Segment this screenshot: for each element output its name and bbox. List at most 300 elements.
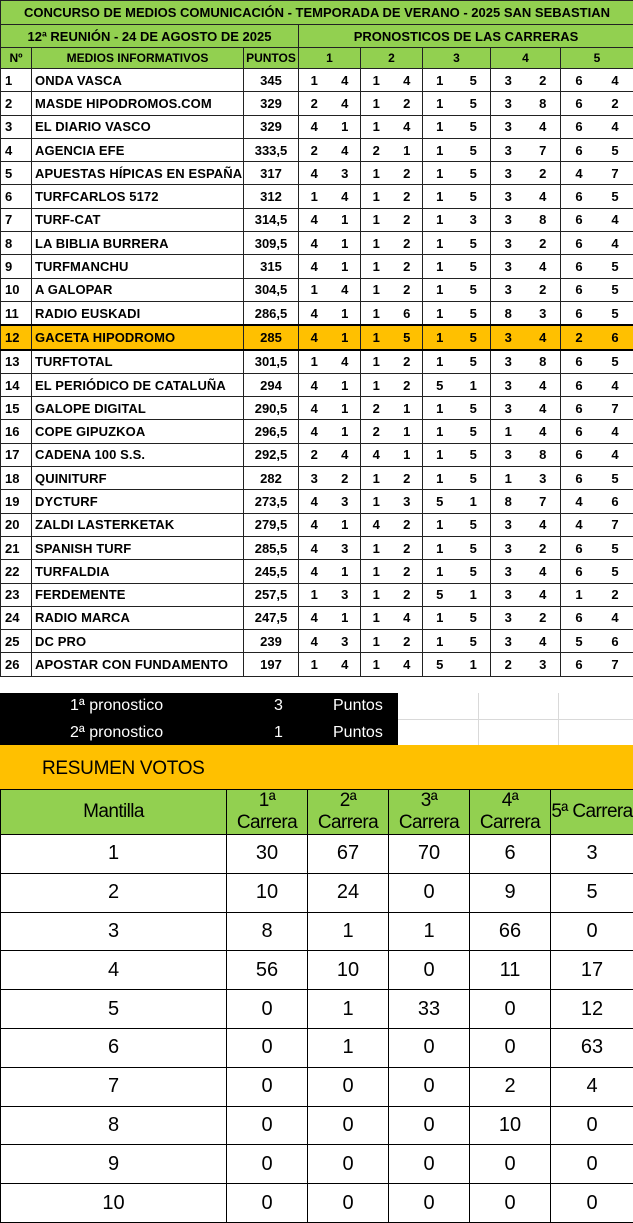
race-2-forecast: [361, 443, 423, 466]
second-pick: 6: [611, 633, 619, 649]
second-pick: 2: [539, 165, 547, 181]
race-4-votes: 10: [470, 1106, 551, 1145]
second-pick: 2: [403, 95, 411, 111]
first-pick: 3: [504, 72, 512, 88]
second-pick: 1: [341, 563, 349, 579]
second-pick: 2: [403, 212, 411, 228]
first-pick: 1: [310, 189, 318, 205]
race-5-votes: 0: [551, 1184, 633, 1223]
race-2-votes: 0: [308, 1067, 389, 1106]
summary-row: [1, 1106, 633, 1145]
second-pick: 3: [539, 657, 547, 673]
race-5-votes: 12: [551, 990, 633, 1029]
second-pick: 5: [469, 563, 477, 579]
summary-header-race-1: 1ª Carrera: [227, 790, 308, 835]
race-3-votes: 0: [389, 873, 470, 912]
mantilla-number: 9: [1, 1145, 227, 1184]
race-1-forecast: [299, 69, 361, 92]
race-3-forecast: [423, 513, 491, 536]
row-number: 14: [1, 373, 32, 396]
second-pick: 5: [469, 329, 477, 345]
media-name: TURF-CAT: [32, 208, 244, 231]
race-1-forecast: [299, 536, 361, 559]
race-1-forecast: [299, 92, 361, 115]
first-pick: 1: [436, 354, 444, 370]
first-pick: 3: [310, 470, 318, 486]
race-3-forecast: [423, 278, 491, 301]
race-3-votes: 0: [389, 951, 470, 990]
first-pick: 3: [504, 610, 512, 626]
second-pick: 2: [539, 540, 547, 556]
race-2-forecast: [361, 606, 423, 629]
media-points: 301,5: [244, 350, 299, 374]
first-pick: 4: [310, 610, 318, 626]
media-points: 329: [244, 92, 299, 115]
race-5-forecast: [561, 560, 633, 583]
second-pick: 4: [539, 119, 547, 135]
media-points: 312: [244, 185, 299, 208]
second-pick: 1: [403, 447, 411, 463]
race-5-votes: 3: [551, 835, 633, 874]
race-5-forecast: [561, 350, 633, 374]
second-pick: 3: [469, 212, 477, 228]
first-pick: 1: [372, 329, 380, 345]
media-row: [1, 185, 633, 208]
first-pick: 6: [575, 424, 583, 440]
first-pick: 1: [436, 72, 444, 88]
race-2-forecast: [361, 301, 423, 325]
race-4-votes: 0: [470, 1145, 551, 1184]
first-pick: 5: [436, 587, 444, 603]
summary-header-mantilla: Mantilla: [1, 790, 227, 835]
first-pick: 2: [372, 142, 380, 158]
first-pick: 4: [310, 212, 318, 228]
summary-table: [0, 789, 633, 1223]
race-3-forecast: [423, 185, 491, 208]
race-4-forecast: [491, 69, 561, 92]
media-row: [1, 208, 633, 231]
race-4-votes: 0: [470, 990, 551, 1029]
second-pick: 2: [403, 259, 411, 275]
row-number: 16: [1, 420, 32, 443]
second-pick: 2: [403, 165, 411, 181]
race-5-forecast: [561, 653, 633, 676]
first-pick: 1: [372, 657, 380, 673]
second-pick: 4: [539, 633, 547, 649]
race-2-votes: 24: [308, 873, 389, 912]
race-5-forecast: [561, 397, 633, 420]
race-3-forecast: [423, 325, 491, 349]
media-points: 285: [244, 325, 299, 349]
race-4-forecast: [491, 490, 561, 513]
first-pick: 3: [504, 354, 512, 370]
media-points: 286,5: [244, 301, 299, 325]
second-pick: 2: [403, 189, 411, 205]
first-pick: 1: [436, 400, 444, 416]
race-4-forecast: [491, 92, 561, 115]
first-pick: 1: [372, 189, 380, 205]
race-3-forecast: [423, 443, 491, 466]
race-5-votes: 63: [551, 1028, 633, 1067]
first-pick: 6: [575, 657, 583, 673]
race-2-forecast: [361, 278, 423, 301]
legend-first-label: 1ª pronostico: [70, 697, 164, 714]
race-3-votes: 33: [389, 990, 470, 1029]
race-2-forecast: [361, 115, 423, 138]
race-2-forecast: [361, 490, 423, 513]
second-pick: 4: [403, 119, 411, 135]
race-2-forecast: [361, 373, 423, 396]
race-2-forecast: [361, 583, 423, 606]
race-4-votes: 9: [470, 873, 551, 912]
race-3-forecast: [423, 138, 491, 161]
first-pick: 2: [575, 329, 583, 345]
race-2-forecast: [361, 325, 423, 349]
first-pick: 4: [310, 119, 318, 135]
media-row: [1, 115, 633, 138]
summary-header-race-2: 2ª Carrera: [308, 790, 389, 835]
second-pick: 5: [469, 470, 477, 486]
media-name: LA BIBLIA BURRERA: [32, 232, 244, 255]
row-number: 20: [1, 513, 32, 536]
second-pick: 4: [539, 563, 547, 579]
media-name: ZALDI LASTERKETAK: [32, 513, 244, 536]
first-pick: 4: [310, 235, 318, 251]
second-pick: 4: [539, 377, 547, 393]
row-number: 11: [1, 301, 32, 325]
second-pick: 5: [611, 563, 619, 579]
media-points: 285,5: [244, 536, 299, 559]
second-pick: 2: [539, 235, 547, 251]
mantilla-number: 5: [1, 990, 227, 1029]
row-number: 3: [1, 115, 32, 138]
race-5-forecast: [561, 606, 633, 629]
second-pick: 6: [403, 305, 411, 321]
race-4-forecast: [491, 513, 561, 536]
second-pick: 2: [611, 587, 619, 603]
race-1-votes: 8: [227, 912, 308, 951]
race-1-votes: 10: [227, 873, 308, 912]
second-pick: 4: [539, 587, 547, 603]
second-pick: 4: [403, 657, 411, 673]
second-pick: 2: [403, 540, 411, 556]
second-pick: 1: [469, 377, 477, 393]
media-name: TURFALDIA: [32, 560, 244, 583]
first-pick: 1: [372, 377, 380, 393]
second-pick: 5: [611, 470, 619, 486]
second-pick: 4: [341, 282, 349, 298]
race-5-forecast: [561, 513, 633, 536]
second-pick: 4: [611, 447, 619, 463]
second-pick: 2: [539, 72, 547, 88]
race-1-forecast: [299, 208, 361, 231]
meeting-label: 12ª REUNIÓN - 24 DE AGOSTO DE 2025: [1, 25, 299, 48]
second-pick: 7: [539, 142, 547, 158]
media-row: [1, 350, 633, 374]
race-2-forecast: [361, 420, 423, 443]
first-pick: 5: [436, 377, 444, 393]
first-pick: 6: [575, 305, 583, 321]
row-number: 22: [1, 560, 32, 583]
second-pick: 4: [341, 142, 349, 158]
first-pick: 4: [310, 165, 318, 181]
race-2-forecast: [361, 92, 423, 115]
second-pick: 4: [403, 72, 411, 88]
first-pick: 3: [504, 517, 512, 533]
first-pick: 8: [504, 493, 512, 509]
race-5-forecast: [561, 373, 633, 396]
race-5-forecast: [561, 162, 633, 185]
second-pick: 3: [403, 493, 411, 509]
second-pick: 5: [611, 540, 619, 556]
summary-banner: [0, 745, 633, 790]
second-pick: 5: [469, 517, 477, 533]
race-3-votes: 0: [389, 1145, 470, 1184]
row-number: 9: [1, 255, 32, 278]
race-3-forecast: [423, 653, 491, 676]
summary-row: [1, 1067, 633, 1106]
summary-header-race-5: 5ª Carrera: [551, 790, 633, 835]
second-pick: 2: [403, 517, 411, 533]
first-pick: 6: [575, 377, 583, 393]
second-pick: 4: [341, 189, 349, 205]
race-5-votes: 0: [551, 1106, 633, 1145]
race-1-forecast: [299, 350, 361, 374]
first-pick: 1: [310, 72, 318, 88]
second-pick: 8: [539, 95, 547, 111]
media-row: [1, 606, 633, 629]
race-5-forecast: [561, 115, 633, 138]
second-pick: 6: [611, 329, 619, 345]
race-2-forecast: [361, 513, 423, 536]
second-pick: 5: [469, 235, 477, 251]
first-pick: 1: [436, 259, 444, 275]
first-pick: 6: [575, 142, 583, 158]
second-pick: 1: [469, 657, 477, 673]
second-pick: 6: [611, 493, 619, 509]
first-pick: 1: [504, 424, 512, 440]
first-pick: 8: [504, 305, 512, 321]
first-pick: 3: [504, 447, 512, 463]
summary-header-race-4: 4ª Carrera: [470, 790, 551, 835]
second-pick: 1: [341, 400, 349, 416]
col-num-header: Nº: [1, 48, 32, 69]
race-5-forecast: [561, 443, 633, 466]
media-points: 329: [244, 115, 299, 138]
media-row: [1, 536, 633, 559]
media-row: [1, 255, 633, 278]
first-pick: 6: [575, 282, 583, 298]
legend-second-label: 2ª pronostico: [70, 724, 164, 741]
second-pick: 1: [403, 400, 411, 416]
race-4-forecast: [491, 583, 561, 606]
second-pick: 4: [611, 235, 619, 251]
first-pick: 1: [575, 587, 583, 603]
media-points: 247,5: [244, 606, 299, 629]
media-points: 282: [244, 467, 299, 490]
race-1-forecast: [299, 583, 361, 606]
first-pick: 1: [372, 470, 380, 486]
legend-first-unit: Puntos: [333, 697, 383, 714]
media-name: TURFCARLOS 5172: [32, 185, 244, 208]
first-pick: 1: [436, 282, 444, 298]
first-pick: 4: [310, 493, 318, 509]
first-pick: 6: [575, 447, 583, 463]
media-name: DC PRO: [32, 630, 244, 653]
legend-first-value: 3: [274, 697, 283, 714]
first-pick: 2: [310, 95, 318, 111]
first-pick: 6: [575, 470, 583, 486]
row-number: 23: [1, 583, 32, 606]
second-pick: 4: [611, 424, 619, 440]
first-pick: 1: [372, 165, 380, 181]
race-2-forecast: [361, 560, 423, 583]
second-pick: 3: [539, 470, 547, 486]
first-pick: 3: [504, 95, 512, 111]
first-pick: 1: [436, 517, 444, 533]
race-5-forecast: [561, 467, 633, 490]
media-name: RADIO MARCA: [32, 606, 244, 629]
first-pick: 1: [436, 165, 444, 181]
race-3-votes: 1: [389, 912, 470, 951]
first-pick: 1: [372, 119, 380, 135]
first-pick: 1: [436, 329, 444, 345]
first-pick: 1: [310, 354, 318, 370]
race-3-forecast: [423, 397, 491, 420]
first-pick: 1: [436, 95, 444, 111]
media-points: 245,5: [244, 560, 299, 583]
second-pick: 2: [611, 95, 619, 111]
first-pick: 6: [575, 540, 583, 556]
first-pick: 6: [575, 235, 583, 251]
first-pick: 1: [372, 633, 380, 649]
second-pick: 3: [341, 540, 349, 556]
row-number: 8: [1, 232, 32, 255]
row-number: 7: [1, 208, 32, 231]
race-4-forecast: [491, 185, 561, 208]
race-4-forecast: [491, 232, 561, 255]
first-pick: 4: [310, 563, 318, 579]
second-pick: 5: [611, 142, 619, 158]
media-points: 294: [244, 373, 299, 396]
col-points-header: PUNTOS: [244, 48, 299, 69]
second-pick: 5: [469, 259, 477, 275]
first-pick: 6: [575, 610, 583, 626]
race-4-votes: 0: [470, 1184, 551, 1223]
first-pick: 1: [436, 610, 444, 626]
first-pick: 3: [504, 633, 512, 649]
second-pick: 1: [341, 259, 349, 275]
first-pick: 1: [372, 493, 380, 509]
second-pick: 5: [469, 610, 477, 626]
second-pick: 5: [469, 400, 477, 416]
points-legend: [0, 693, 633, 745]
first-pick: 3: [504, 587, 512, 603]
media-points: 279,5: [244, 513, 299, 536]
race-2-forecast: [361, 536, 423, 559]
first-pick: 6: [575, 72, 583, 88]
media-name: TURFTOTAL: [32, 350, 244, 374]
second-pick: 3: [341, 165, 349, 181]
race-1-forecast: [299, 255, 361, 278]
media-points: 315: [244, 255, 299, 278]
forecasts-title: PRONOSTICOS DE LAS CARRERAS: [299, 25, 633, 48]
race-3-forecast: [423, 232, 491, 255]
row-number: 5: [1, 162, 32, 185]
page-title: CONCURSO DE MEDIOS COMUNICACIÓN - TEMPORADA DE VERANO - 2025 SAN SEBASTIAN: [1, 1, 633, 25]
race-1-forecast: [299, 278, 361, 301]
race-5-forecast: [561, 420, 633, 443]
second-pick: 1: [469, 493, 477, 509]
second-pick: 5: [469, 305, 477, 321]
race-3-forecast: [423, 69, 491, 92]
row-number: 12: [1, 325, 32, 349]
first-pick: 6: [575, 95, 583, 111]
first-pick: 4: [310, 377, 318, 393]
first-pick: 1: [372, 95, 380, 111]
second-pick: 7: [611, 657, 619, 673]
race-5-votes: 0: [551, 1145, 633, 1184]
media-name: GACETA HIPODROMO: [32, 325, 244, 349]
race-1-forecast: [299, 606, 361, 629]
second-pick: 4: [539, 517, 547, 533]
second-pick: 4: [341, 354, 349, 370]
race-3-forecast: [423, 420, 491, 443]
second-pick: 5: [469, 424, 477, 440]
first-pick: 2: [372, 400, 380, 416]
first-pick: 3: [504, 212, 512, 228]
media-name: FERDEMENTE: [32, 583, 244, 606]
first-pick: 1: [372, 235, 380, 251]
first-pick: 1: [372, 540, 380, 556]
second-pick: 5: [469, 633, 477, 649]
second-pick: 5: [611, 354, 619, 370]
race-1-forecast: [299, 630, 361, 653]
race-2-votes: 0: [308, 1145, 389, 1184]
race-1-forecast: [299, 397, 361, 420]
first-pick: 3: [504, 235, 512, 251]
second-pick: 7: [611, 517, 619, 533]
first-pick: 1: [436, 540, 444, 556]
first-pick: 1: [436, 305, 444, 321]
media-row: [1, 443, 633, 466]
race-4-forecast: [491, 606, 561, 629]
second-pick: 3: [341, 587, 349, 603]
second-pick: 8: [539, 212, 547, 228]
second-pick: 4: [341, 447, 349, 463]
race-3-forecast: [423, 162, 491, 185]
media-name: MASDE HIPODROMOS.COM: [32, 92, 244, 115]
race-2-votes: 1: [308, 990, 389, 1029]
second-pick: 5: [469, 354, 477, 370]
second-pick: 2: [403, 354, 411, 370]
race-1-forecast: [299, 443, 361, 466]
second-pick: 4: [539, 329, 547, 345]
first-pick: 1: [310, 657, 318, 673]
media-row: [1, 560, 633, 583]
first-pick: 4: [575, 165, 583, 181]
media-points: 296,5: [244, 420, 299, 443]
second-pick: 4: [611, 72, 619, 88]
media-name: GALOPE DIGITAL: [32, 397, 244, 420]
row-number: 6: [1, 185, 32, 208]
summary-title: RESUMEN VOTOS: [42, 758, 205, 779]
race-2-forecast: [361, 467, 423, 490]
race-4-forecast: [491, 115, 561, 138]
race-5-forecast: [561, 208, 633, 231]
mantilla-number: 3: [1, 912, 227, 951]
race-1-votes: 0: [227, 1184, 308, 1223]
